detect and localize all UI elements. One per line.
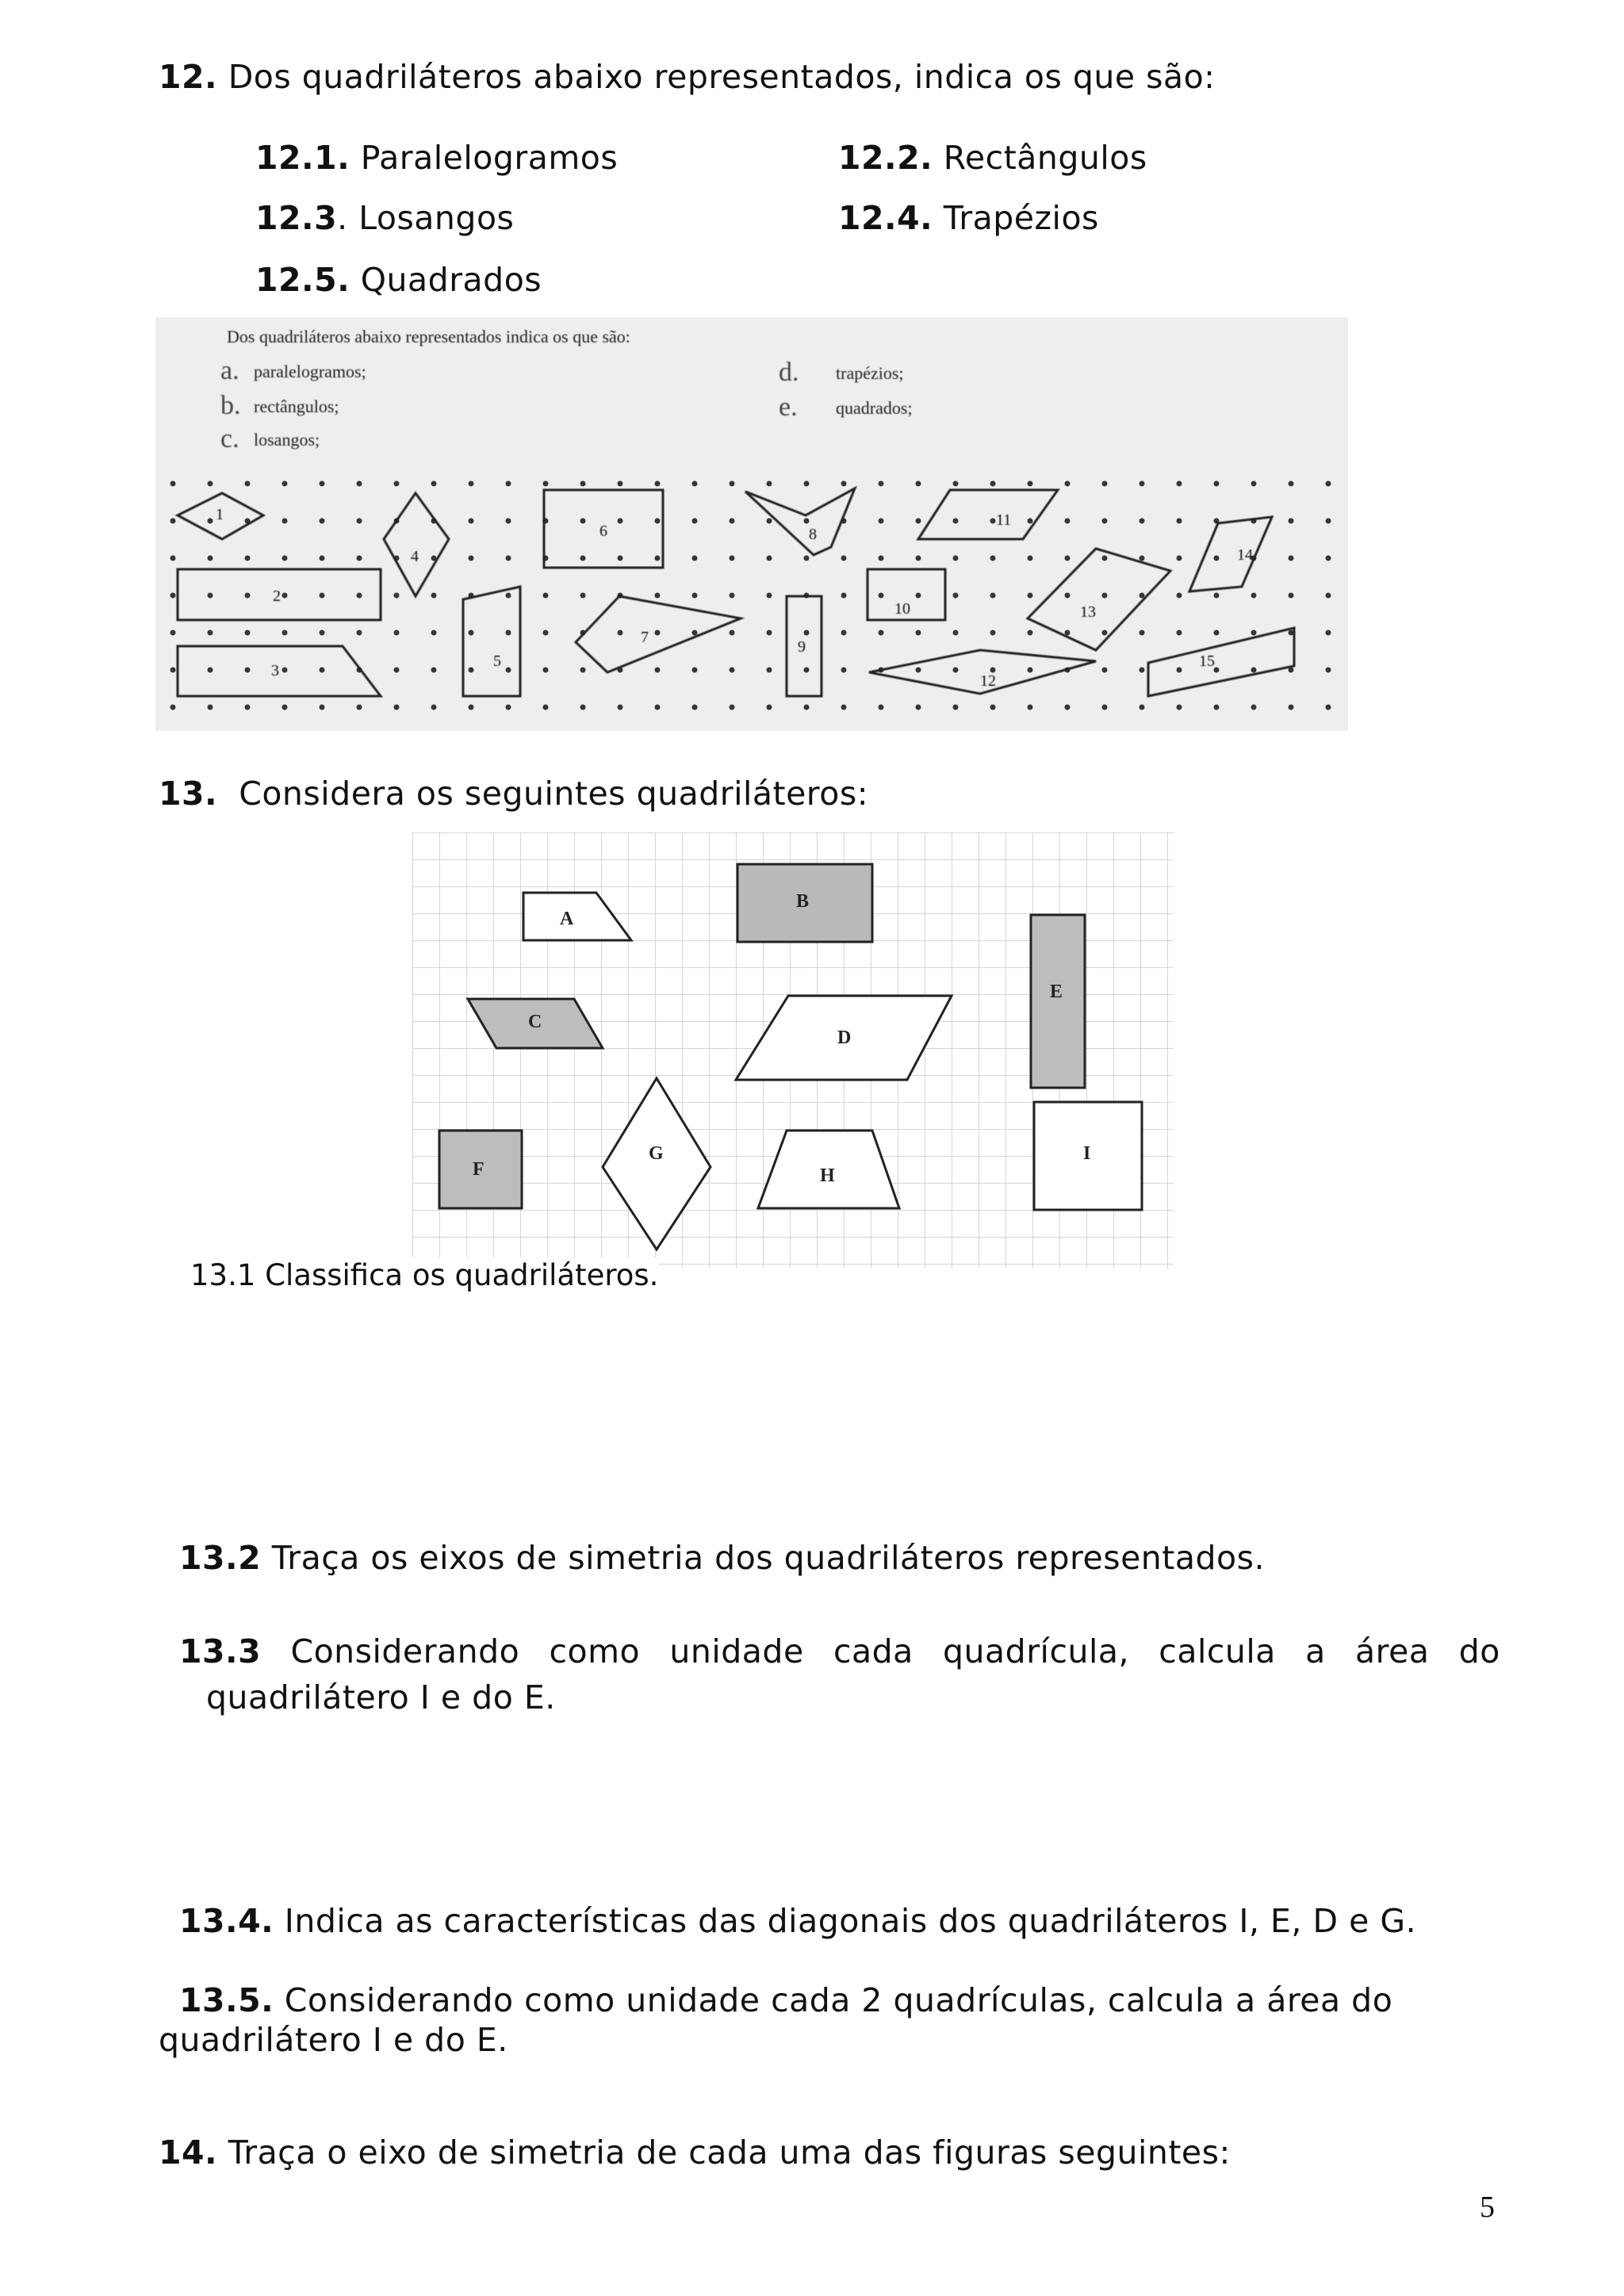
shape-label-5: 5 [493,652,501,670]
q14-text: Traça o eixo de simetria de cada uma das figuras seguintes: [228,2133,1231,2172]
shape-label-12: 12 [980,672,996,690]
q13-sub4-num: 13.4. [179,1902,274,1940]
shape-label-4: 4 [411,548,419,565]
q12-item-5-num: 12.5. [255,261,350,299]
q12-figure-header: Dos quadriláteros abaixo representados indica os que são: [227,327,630,346]
shape-label-H: H [820,1165,835,1186]
q13-sub4-text: Indica as características das diagonais dos quadriláteros I, E, D e G. [284,1902,1417,1940]
q12-item-2-label: Rectângulos [943,139,1147,177]
q13-sub5-line2: quadrilátero I e do E. [159,2021,508,2059]
q12-item-1 [255,138,618,178]
shape-label-1: 1 [216,506,224,523]
shape-label-G: G [649,1143,664,1164]
q13-sub2 [179,1538,1265,1578]
shape-label-8: 8 [809,526,817,543]
q13-sub4 [179,1901,1416,1941]
q13-sub1 [190,1257,658,1294]
q12-figure-opt-d-label: trapézios; [836,363,904,383]
q12-figure-opt-a-label: paralelogramos; [254,362,366,381]
q14-number: 14. [159,2133,218,2172]
q13-sub3-word: como [549,1632,641,1670]
q12-figure-opt-e-label: quadrados; [836,398,913,418]
q12-heading [159,57,1216,97]
shape-label-D: D [837,1027,852,1048]
q12-item-1-num: 12.1. [255,139,350,177]
shape-label-14: 14 [1237,546,1253,564]
q12-item-4 [838,198,1099,238]
q13-sub5 [179,1980,1392,2020]
shape-label-B: B [796,891,810,912]
q12-item-3-num: 12.3 [255,199,338,237]
q12-figure-opt-b-letter: b. [220,391,241,420]
q12-item-1-label: Paralelogramos [360,139,619,177]
q12-item-4-label: Trapézios [943,199,1099,237]
shape-label-F: F [473,1159,485,1180]
q13-sub5-text: Considerando como unidade cada 2 quadrículas, calcula a área do [284,1981,1393,2019]
q13-text: Considera os seguintes quadriláteros: [239,775,869,813]
shape-label-7: 7 [641,629,649,646]
shape-label-15: 15 [1199,652,1215,670]
shape-label-C: C [528,1012,542,1032]
q12-item-5 [255,260,542,300]
q12-item-3 [255,198,514,238]
shape-label-6: 6 [599,522,607,540]
q12-figure-opt-c-label: losangos; [254,430,320,450]
q13-sub3-word: a [1305,1632,1326,1670]
shape-label-3: 3 [271,662,279,679]
q13-sub3-word: unidade [669,1632,804,1670]
q13-sub3-word: calcula [1159,1632,1276,1670]
q12-item-2 [838,138,1147,178]
q12-figure-opt-e-letter: e. [779,392,798,422]
q13-sub3-word: Considerando [290,1632,520,1670]
shape-label-I: I [1083,1143,1091,1164]
q14-heading [159,2133,1231,2172]
q13-sub3-word: do [1458,1632,1500,1670]
q13-sub5-num: 13.5. [179,1981,274,2019]
q13-number: 13. [159,775,218,813]
q13-sub3-num: 13.3 [179,1632,262,1670]
q13-sub2-num: 13.2 [179,1539,262,1577]
q13-sub3-line1 [179,1632,1500,1671]
q13-sub3-line2: quadrilátero I e do E. [206,1678,556,1716]
q12-text: Dos quadriláteros abaixo representados, indica os que são: [228,58,1216,96]
q12-figure-opt-a-letter: a. [220,356,239,385]
q12-item-5-label: Quadrados [360,261,542,299]
q13-sub2-text: Traça os eixos de simetria dos quadriláteros representados. [271,1539,1265,1577]
q12-item-2-num: 12.2. [838,139,933,177]
q12-number: 12. [159,58,218,96]
q12-figure-opt-d-letter: d. [779,358,799,387]
q13-heading [159,774,868,813]
q12-figure [155,317,1348,731]
shape-label-2: 2 [273,587,281,605]
q13-sub3-word: cada [833,1632,914,1670]
q13-figure [412,832,1174,1269]
q12-item-4-num: 12.4. [838,199,933,237]
shape-label-10: 10 [894,600,910,618]
page-number: 5 [1480,2191,1495,2224]
shape-label-9: 9 [798,638,806,656]
q12-item-3-label: . Losangos [337,199,515,237]
q13-sub1-num: 13.1 [190,1258,256,1292]
q13-sub1-text: Classifica os quadriláteros. [265,1258,659,1292]
shape-label-11: 11 [996,511,1012,529]
q12-figure-opt-c-letter: c. [220,424,239,453]
q13-sub3-word: área [1355,1632,1430,1670]
shape-label-E: E [1050,982,1063,1002]
shape-label-13: 13 [1080,603,1096,621]
q12-figure-opt-b-label: rectângulos; [254,396,339,416]
shape-label-A: A [560,909,574,929]
q13-sub3-word: quadrícula, [943,1632,1130,1670]
